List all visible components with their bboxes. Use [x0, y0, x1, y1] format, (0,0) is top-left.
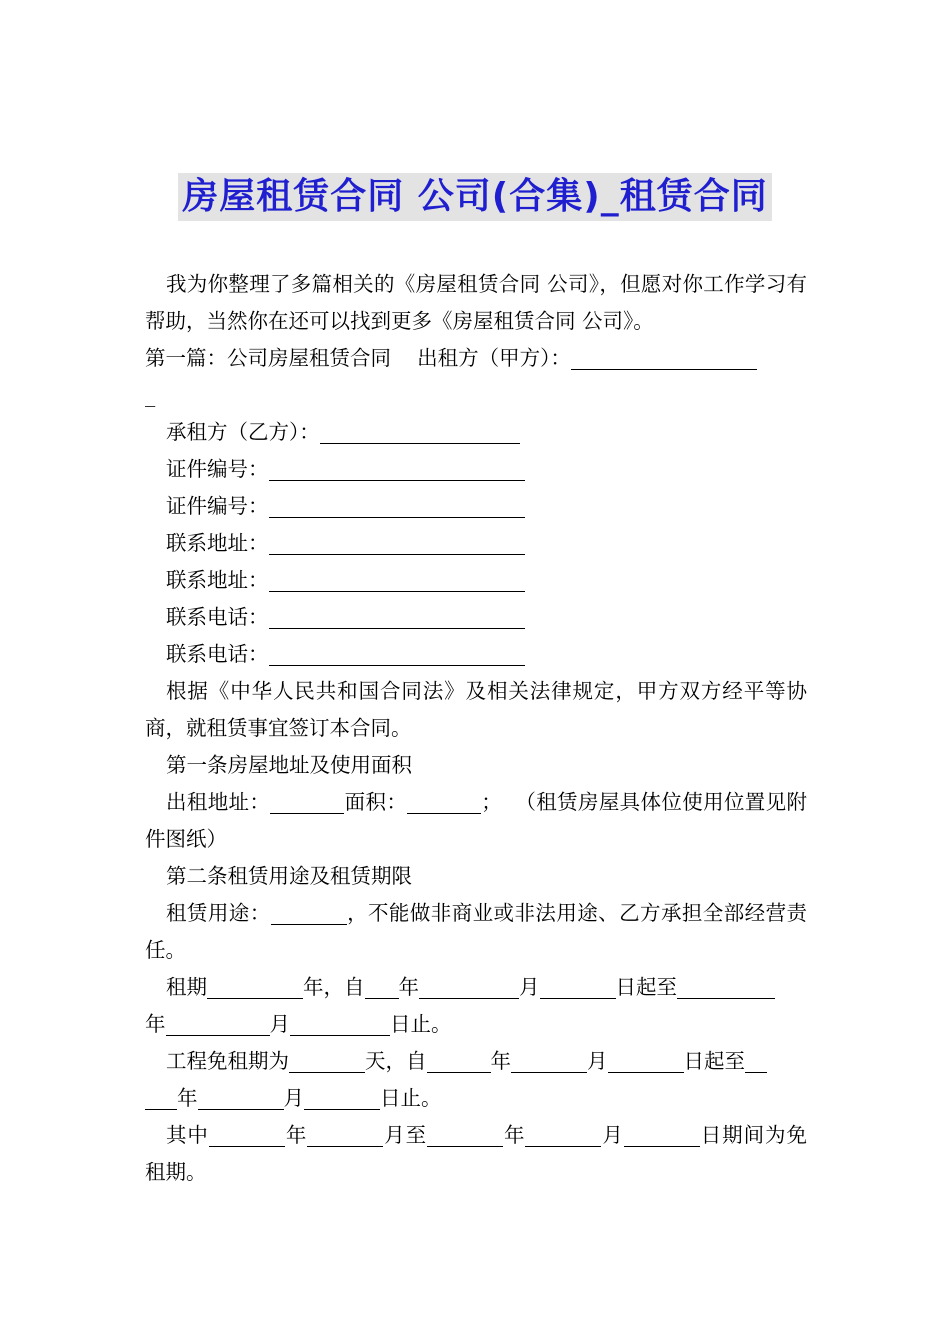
- among-end-day-blank: [624, 1122, 700, 1147]
- term-end-day-blank: [290, 1011, 390, 1036]
- clause1-address-blank: [270, 789, 344, 814]
- clause1-area-label: 面积：: [344, 790, 408, 814]
- term-start-month-unit: 月: [519, 975, 540, 999]
- id-no-label-1: 证件编号：: [166, 457, 269, 481]
- free-end-month-blank: [198, 1085, 284, 1110]
- free-day-to: 日起至: [683, 1049, 745, 1073]
- free-lead: 工程免租期为: [166, 1049, 289, 1073]
- intro-paragraph: 我为你整理了多篇相关的《房屋租赁合同 公司》，但愿对你工作学习有帮助，当然你在还可以找到更多《房屋租赁合同 公司》。: [145, 272, 807, 333]
- term-start-month-blank: [419, 974, 519, 999]
- phone-blank-1: [269, 604, 525, 629]
- free-start-day-blank: [608, 1048, 684, 1073]
- free-end: 日止。: [380, 1086, 442, 1110]
- address-label-2: 联系地址：: [166, 568, 269, 592]
- term-start-year-blank: [365, 974, 399, 999]
- id-no-blank-2: [269, 493, 525, 518]
- term-end: 日止。: [390, 1012, 452, 1036]
- free-end-day-blank: [304, 1085, 380, 1110]
- free-end-year-blank: [145, 1085, 177, 1110]
- clause2-use-label: 租赁用途：: [166, 901, 271, 925]
- address-line-2: [145, 562, 807, 599]
- term-start-day-blank: [540, 974, 616, 999]
- article1-header: [145, 340, 807, 414]
- term-lead: 租期: [166, 975, 207, 999]
- among-end-month-blank: [525, 1122, 601, 1147]
- free-start-month-blank: [511, 1048, 587, 1073]
- id-no-line-1: [145, 451, 807, 488]
- lessee-line: [145, 414, 807, 451]
- phone-line-1: [145, 599, 807, 636]
- among-to: 月至: [383, 1123, 428, 1147]
- clause2-use-tail: ，不能做非商业或非法用途、乙方承担全部经营责任。: [145, 901, 808, 962]
- free-period-paragraph: [145, 1043, 807, 1117]
- term-end-month-blank: [166, 1011, 270, 1036]
- clause2-use-blank: [271, 900, 347, 925]
- among-end-month-unit: 月: [601, 1123, 624, 1147]
- free-end-year-unit: 年: [177, 1086, 198, 1110]
- lessee-label: 承租方（乙方）：: [166, 420, 320, 444]
- free-start-year-unit: 年: [490, 1049, 511, 1073]
- clause2-title: 第二条租赁用途及租赁期限: [166, 864, 412, 888]
- free-end-tail-blank: [745, 1048, 767, 1073]
- clause1-address-label: 出租地址：: [166, 790, 271, 814]
- address-line-1: [145, 525, 807, 562]
- phone-line-2: [145, 636, 807, 673]
- among-start-month-blank: [307, 1122, 383, 1147]
- term-year-unit: 年: [303, 975, 324, 999]
- among-tail: 日期间为免租期。: [145, 1123, 807, 1184]
- among-end-year-unit: 年: [503, 1123, 526, 1147]
- term-start-year-unit: 年: [398, 975, 419, 999]
- basis-paragraph: 根据《中华人民共和国合同法》及相关法律规定，甲方双方经平等协商，就租赁事宜签订本合同。: [145, 679, 807, 740]
- among-start-year-unit: 年: [284, 1123, 308, 1147]
- phone-blank-2: [269, 641, 525, 666]
- address-label-1: 联系地址：: [166, 531, 269, 555]
- title-text: 房屋租赁合同 公司(合集)_租赁合同: [178, 173, 771, 221]
- clause1-area-blank: [407, 789, 481, 814]
- article1-header-text: 第一篇：公司房屋租赁合同 出租方（甲方）：: [145, 346, 571, 370]
- free-start-month-unit: 月: [587, 1049, 608, 1073]
- free-end-month-unit: 月: [283, 1086, 304, 1110]
- among-paragraph: [145, 1117, 807, 1191]
- article1-header-tail: _: [145, 383, 156, 407]
- id-no-blank-1: [269, 456, 525, 481]
- phone-label-1: 联系电话：: [166, 605, 269, 629]
- phone-label-2: 联系电话：: [166, 642, 269, 666]
- term-end-month-unit: 月: [269, 1012, 290, 1036]
- lessee-blank: [320, 419, 520, 444]
- among-end-year-blank: [427, 1122, 503, 1147]
- among-lead: 其中: [166, 1123, 209, 1147]
- clause1-body: [145, 784, 807, 858]
- term-paragraph: [145, 969, 807, 1043]
- clause2-use: [145, 895, 807, 969]
- lessor-blank: [571, 345, 757, 370]
- term-from: ，自: [323, 975, 365, 999]
- address-blank-1: [269, 530, 525, 555]
- clause1-title: 第一条房屋地址及使用面积: [166, 753, 412, 777]
- id-no-label-2: 证件编号：: [166, 494, 269, 518]
- term-end-year-unit: 年: [145, 1012, 166, 1036]
- term-years-blank: [207, 974, 303, 999]
- free-days: 天，自: [365, 1049, 427, 1073]
- document-title: [0, 173, 950, 221]
- term-end-tail-blank: [677, 974, 775, 999]
- among-start-year-blank: [209, 1122, 285, 1147]
- clause1-note: ； （租赁房屋具体位使用位置见附件图纸）: [145, 790, 808, 851]
- free-days-blank: [289, 1048, 365, 1073]
- document-body: [145, 266, 807, 1191]
- free-start-year-blank: [427, 1048, 491, 1073]
- address-blank-2: [269, 567, 525, 592]
- term-day-to: 日起至: [615, 975, 677, 999]
- id-no-line-2: [145, 488, 807, 525]
